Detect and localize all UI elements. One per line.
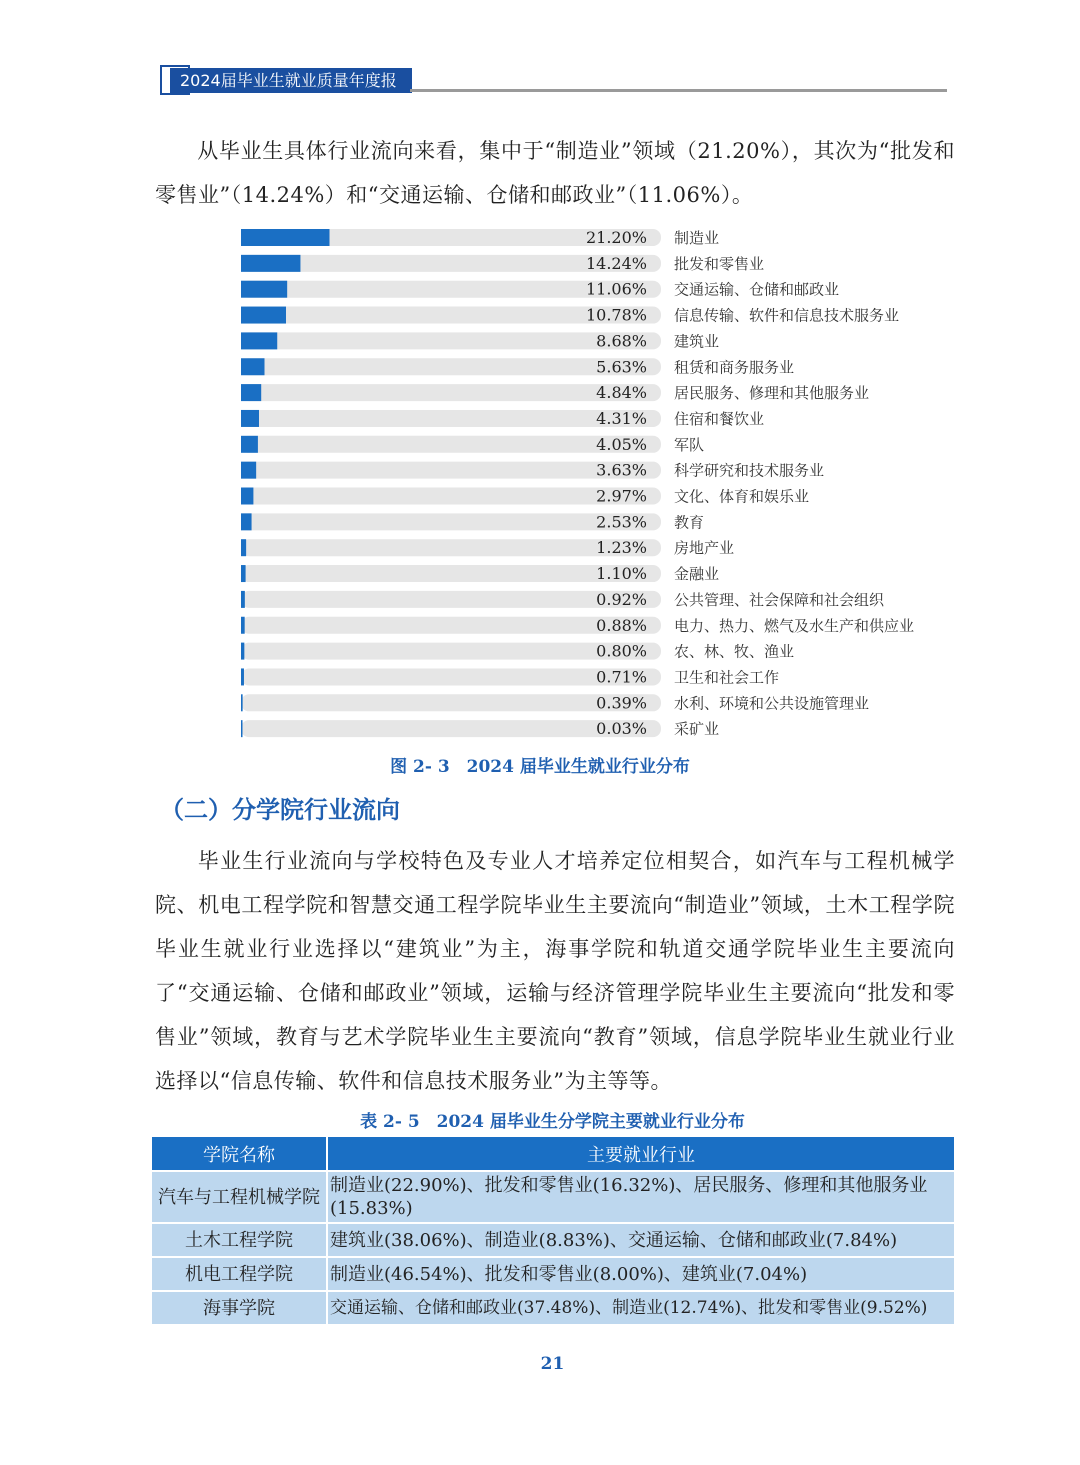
category-label: 水利、环境和公共设施管理业 <box>674 694 870 713</box>
value-label: 11.06% <box>585 279 647 299</box>
category-label: 住宿和餐饮业 <box>674 409 765 428</box>
category-label: 采矿业 <box>674 720 720 739</box>
category-label: 军队 <box>674 435 705 454</box>
bar-20 <box>241 720 243 737</box>
figure-caption: 图 2- 3 2024 届毕业生就业行业分布 <box>390 757 690 777</box>
header-main-industry: 主要就业行业 <box>327 1136 955 1171</box>
bar-8 <box>241 410 259 427</box>
bar-9 <box>241 436 258 453</box>
table-header-row <box>151 1136 955 1171</box>
main-industry-cell: 建筑业(38.06%)、制造业(8.83%)、交通运输、仓储和邮政业(7.84%) <box>327 1223 955 1257</box>
category-label: 教育 <box>674 513 705 532</box>
category-label: 信息传输、软件和信息技术服务业 <box>674 306 900 325</box>
category-label: 电力、热力、燃气及水生产和供应业 <box>674 616 915 635</box>
value-label: 8.68% <box>596 331 647 351</box>
table-row <box>151 1257 955 1291</box>
main-industry-cell: 制造业(46.54%)、批发和零售业(8.00%)、建筑业(7.04%) <box>327 1257 955 1291</box>
value-label: 0.80% <box>596 641 647 661</box>
bar-2 <box>241 255 300 272</box>
header-college-name: 学院名称 <box>151 1136 327 1171</box>
value-label: 4.31% <box>596 408 647 428</box>
value-label: 0.92% <box>596 589 647 609</box>
bar-4 <box>241 307 286 324</box>
category-label: 建筑业 <box>674 332 720 351</box>
bar-10 <box>241 462 256 479</box>
value-label: 2.53% <box>596 512 647 532</box>
college-name-cell: 土木工程学院 <box>151 1223 327 1257</box>
value-label: 1.10% <box>596 564 647 584</box>
bar-15 <box>241 591 245 608</box>
value-label: 0.88% <box>596 615 647 635</box>
value-label: 0.39% <box>596 693 647 713</box>
main-industry-cell: 交通运输、仓储和邮政业(37.48%)、制造业(12.74%)、批发和零售业(9.52%) <box>327 1291 955 1325</box>
table-row <box>151 1291 955 1325</box>
intro-paragraph-text: 从毕业生具体行业流向来看，集中于“制造业”领域（21.20%），其次为“批发和零售业”（14.24%）和“交通运输、仓储和邮政业”（11.06%）。 <box>155 139 955 207</box>
category-label: 居民服务、修理和其他服务业 <box>674 384 870 403</box>
category-label: 金融业 <box>674 565 720 584</box>
bar-13 <box>241 539 246 556</box>
category-label: 房地产业 <box>674 539 735 558</box>
table-caption: 表 2- 5 2024 届毕业生分学院主要就业行业分布 <box>360 1112 745 1132</box>
value-label: 1.23% <box>596 538 647 558</box>
value-label: 4.05% <box>596 434 647 454</box>
college-name-cell: 汽车与工程机械学院 <box>151 1171 327 1223</box>
value-label: 3.63% <box>596 460 647 480</box>
bar-16 <box>241 617 245 634</box>
body-paragraph-text: 毕业生行业流向与学校特色及专业人才培养定位相契合，如汽车与工程机械学院、机电工程学院和智慧交通工程学院毕业生主要流向“制造业”领域，土木工程学院毕业生就业行业选择以“建筑业”为主，海事学院和轨道交通学院毕业生主要流向了“交通运输、仓储和邮政业”领域，运输与经济管理学院毕业生主要流向“批发和零售业”领域，教育与艺术学院毕业生主要流向“教育”领域，信息学院毕业生就业行业选择以“信息传输、软件和信息技术服务业”为主等等。 <box>155 849 955 1093</box>
page-number: 21 <box>540 1354 565 1374</box>
table-row <box>151 1223 955 1257</box>
bar-1 <box>241 229 330 246</box>
value-label: 2.97% <box>596 486 647 506</box>
category-label: 租赁和商务服务业 <box>674 358 795 377</box>
value-label: 21.20% <box>585 228 647 247</box>
category-label: 科学研究和技术服务业 <box>674 461 825 480</box>
value-label: 10.78% <box>585 305 647 325</box>
body-paragraph <box>155 839 955 1103</box>
category-label: 交通运输、仓储和邮政业 <box>674 280 840 299</box>
bar-6 <box>241 358 265 375</box>
bar-19 <box>241 694 243 711</box>
college-industry-table <box>150 1135 956 1326</box>
category-label: 制造业 <box>674 229 720 247</box>
value-label: 4.84% <box>596 383 647 403</box>
bar-11 <box>241 488 253 505</box>
bar-17 <box>241 643 244 660</box>
college-name-cell: 海事学院 <box>151 1291 327 1325</box>
bar-7 <box>241 384 261 401</box>
value-label: 0.03% <box>596 719 647 739</box>
category-label: 农、林、牧、渔业 <box>674 642 795 661</box>
bar-14 <box>241 565 246 582</box>
section-title: （二）分学院行业流向 <box>160 796 400 824</box>
main-industry-cell: 制造业(22.90%)、批发和零售业(16.32%)、居民服务、修理和其他服务业(15.83%) <box>327 1171 955 1223</box>
bar-3 <box>241 281 287 298</box>
value-label: 5.63% <box>596 357 647 377</box>
bar-18 <box>241 668 244 685</box>
bar-12 <box>241 513 252 530</box>
category-label: 批发和零售业 <box>674 254 765 273</box>
report-header-title: 2024届毕业生就业质量年度报告 <box>170 68 412 93</box>
category-label: 公共管理、社会保障和社会组织 <box>674 590 885 609</box>
college-name-cell: 机电工程学院 <box>151 1257 327 1291</box>
bar-5 <box>241 332 277 349</box>
category-label: 卫生和社会工作 <box>674 668 780 687</box>
category-label: 文化、体育和娱乐业 <box>674 487 810 506</box>
value-label: 14.24% <box>585 253 647 273</box>
table-row <box>151 1171 955 1223</box>
value-label: 0.71% <box>596 667 647 687</box>
